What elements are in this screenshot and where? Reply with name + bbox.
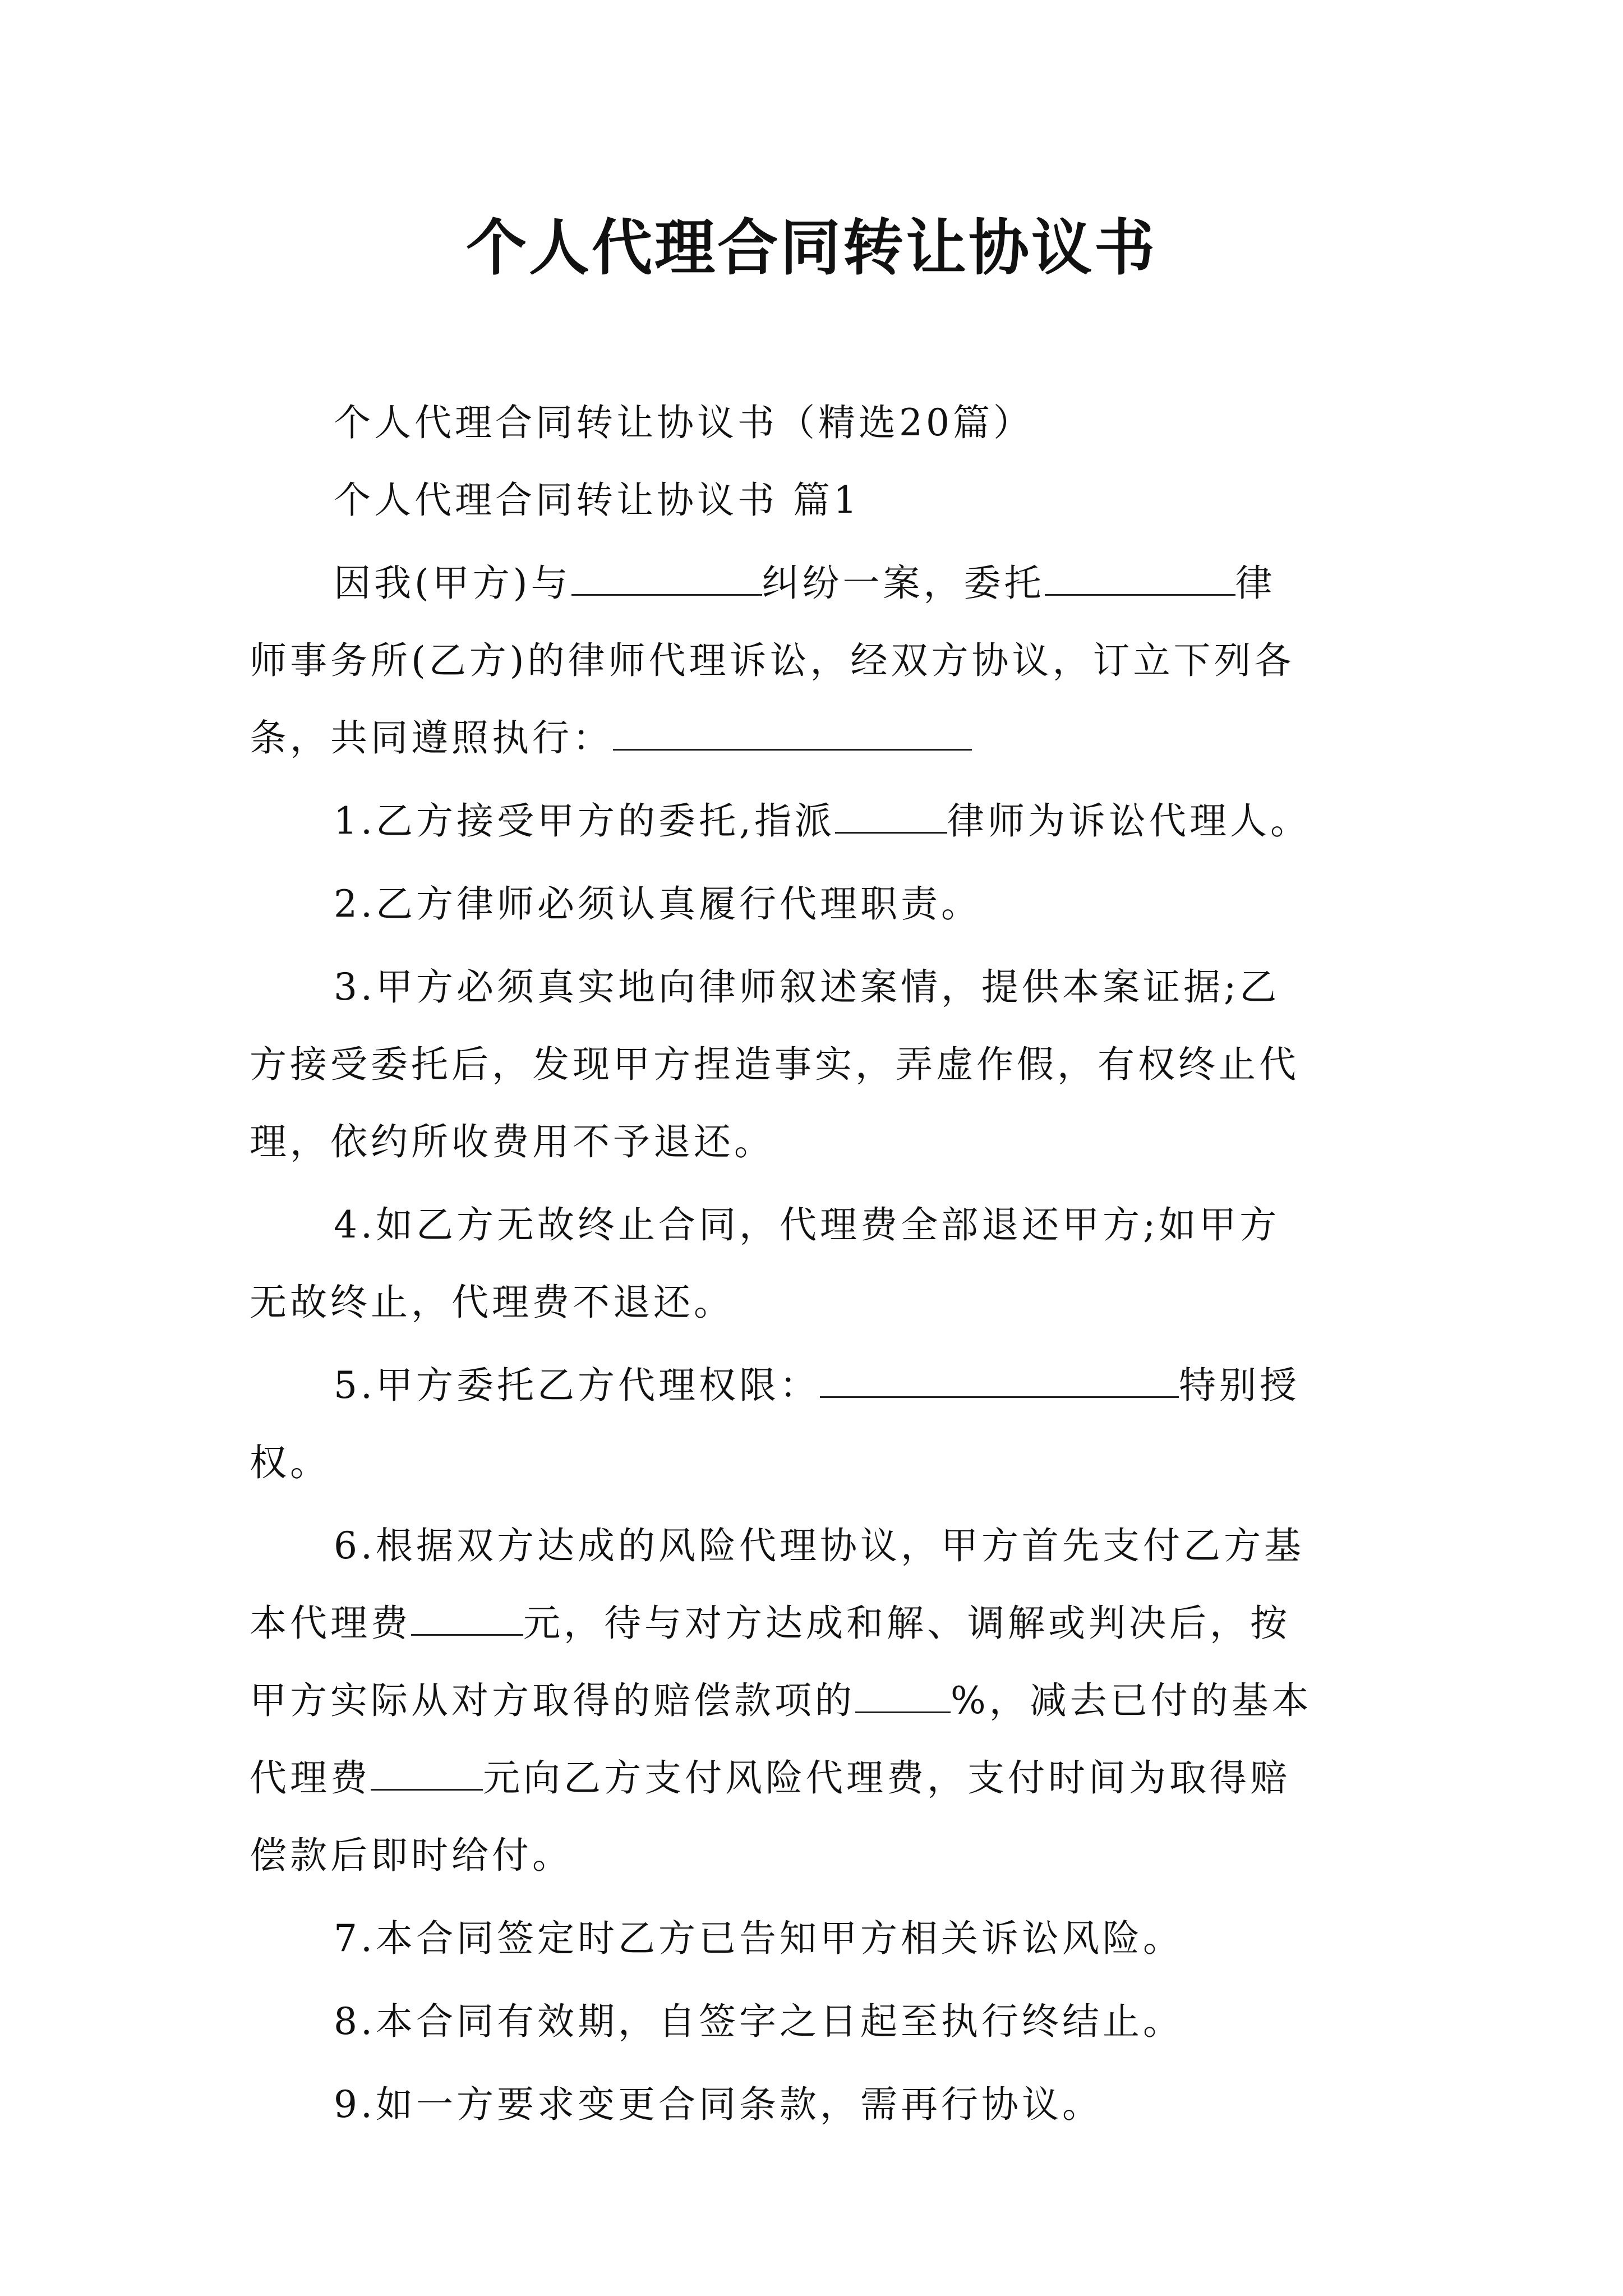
clause-6-line-2: 本代理费 元，待与对方达成和解、调解或判决后，按 xyxy=(250,1602,1290,1645)
section-heading: 个人代理合同转让协议书 篇1 xyxy=(334,478,860,522)
clause-9: 9.如一方要求变更合同条款，需再行协议。 xyxy=(334,2083,1103,2126)
clause-3-line-1: 3.甲方必须真实地向律师叙述案情，提供本案证据;乙 xyxy=(334,965,1280,1009)
clause-1: 1.乙方接受甲方的委托,指派 律师为诉讼代理人。 xyxy=(334,799,1311,843)
clause-5-line-1: 5.甲方委托乙方代理权限： 特别授 xyxy=(334,1364,1300,1407)
clause-6-line-4: 代理费 元向乙方支付风险代理费，支付时间为取得赔 xyxy=(250,1756,1290,1800)
clause-7: 7.本合同签定时乙方已告知甲方相关诉讼风险。 xyxy=(334,1917,1183,1960)
intro-line-2: 师事务所(乙方)的律师代理诉讼，经双方协议，订立下列各 xyxy=(250,639,1295,682)
blank-field xyxy=(371,1755,483,1791)
clause-6-line-5: 偿款后即时给付。 xyxy=(250,1834,573,1877)
clause-6-line-1: 6.根据双方达成的风险代理协议，甲方首先支付乙方基 xyxy=(334,1524,1304,1567)
blank-field xyxy=(411,1600,523,1636)
clause-3-line-3: 理，依约所收费用不予退还。 xyxy=(250,1120,774,1163)
blank-field xyxy=(571,560,762,596)
intro-line-1: 因我(甲方)与 纠纷一案，委托 律 xyxy=(334,562,1276,605)
clause-2: 2.乙方律师必须认真履行代理职责。 xyxy=(334,882,981,926)
clause-4-line-1: 4.如乙方无故终止合同，代理费全部退还甲方;如甲方 xyxy=(334,1203,1280,1246)
clause-6-line-3: 甲方实际从对方取得的赔偿款项的 %，减去已付的基本 xyxy=(250,1679,1312,1722)
clause-5-line-2: 权。 xyxy=(250,1441,330,1484)
clause-4-line-2: 无故终止，代理费不退还。 xyxy=(250,1281,734,1324)
blank-field xyxy=(855,1678,951,1713)
blank-field xyxy=(835,798,947,834)
clause-8: 8.本合同有效期，自签字之日起至执行终结止。 xyxy=(334,2000,1183,2043)
clause-3-line-2: 方接受委托后，发现甲方捏造事实，弄虚作假，有权终止代 xyxy=(250,1043,1299,1086)
blank-field xyxy=(613,715,972,751)
document-body xyxy=(250,384,1382,2143)
intro-line-3: 条，共同遵照执行： xyxy=(250,700,1382,777)
document-title: 个人代理合同转让协议书 xyxy=(465,213,1157,283)
blank-field xyxy=(1045,560,1235,596)
blank-field xyxy=(820,1363,1179,1398)
subtitle: 个人代理合同转让协议书（精选20篇） xyxy=(334,401,1034,444)
